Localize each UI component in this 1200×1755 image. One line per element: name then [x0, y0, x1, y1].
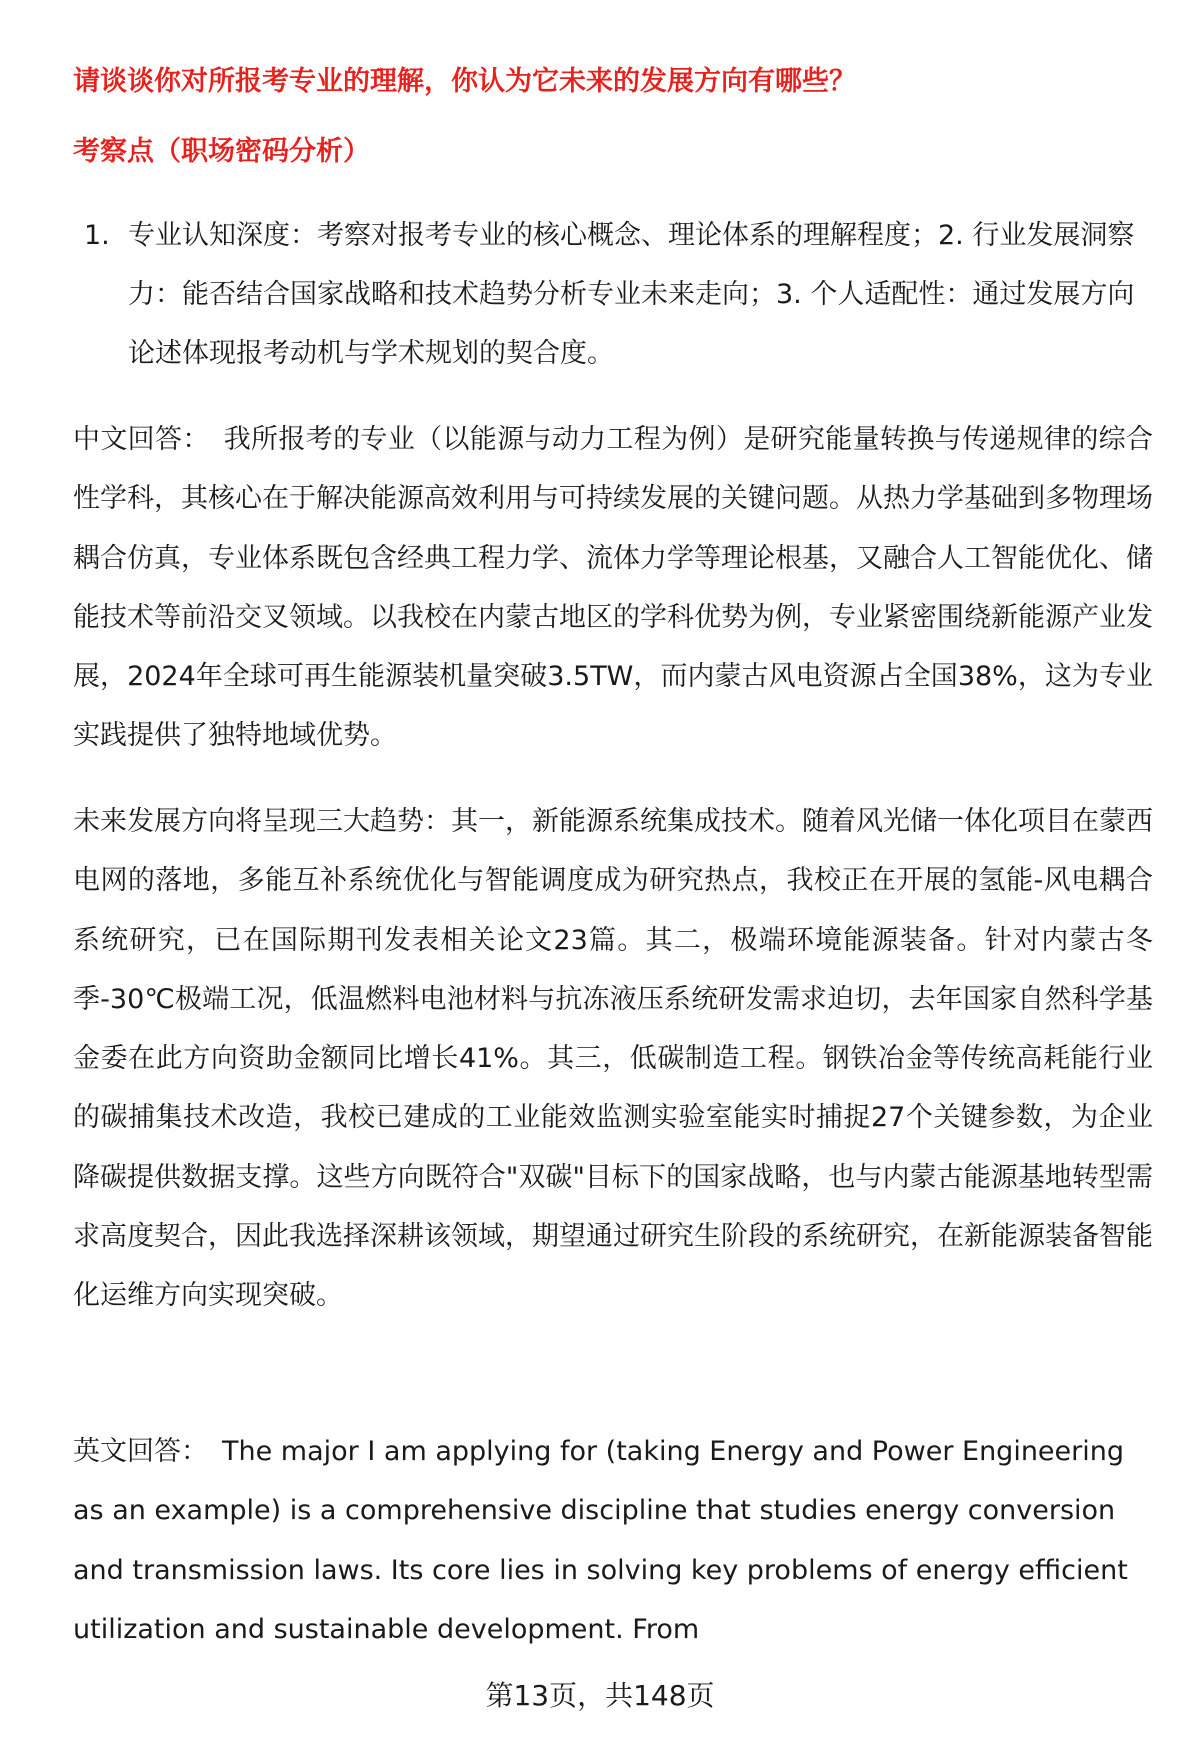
- english-answer-paragraph: [73, 1422, 1153, 1659]
- exam-points-text: 专业认知深度：考察对报考专业的核心概念、理论体系的理解程度；2. 行业发展洞察力：能否结合国家战略和技术趋势分析专业未来走向；3. 个人适配性：通过发展方向论述体现报考动机与学术规划的契合度。: [128, 220, 1135, 369]
- chinese-answer-paragraph: [73, 410, 1153, 766]
- future-directions-paragraph: 未来发展方向将呈现三大趋势：其一，新能源系统集成技术。随着风光储一体化项目在蒙西电网的落地，多能互补系统优化与智能调度成为研究热点，我校正在开展的氢能-风电耦合系统研究，已在国际期刊发表相关论文23篇。其二，极端环境能源装备。针对内蒙古冬季-30℃极端工况，低温燃料电池材料与抗冻液压系统研发需求迫切，去年国家自然科学基金委在此方向资助金额同比增长41%。其三，低碳制造工程。钢铁冶金等传统高耗能行业的碳捕集技术改造，我校已建成的工业能效监测实验室能实时捕捉27个关键参数，为企业降碳提供数据支撑。这些方向既符合"双碳"目标下的国家战略，也与内蒙古能源基地转型需求高度契合，因此我选择深耕该领域，期望通过研究生阶段的系统研究，在新能源装备智能化运维方向实现突破。: [73, 806, 1153, 1312]
- exam-points-item: [84, 206, 1154, 383]
- exam-points-list: [84, 206, 1154, 383]
- page-footer: 第13页，共148页: [485, 1679, 715, 1712]
- chinese-answer-label: 中文回答：: [73, 424, 210, 455]
- english-answer-label: 英文回答：: [73, 1436, 208, 1467]
- english-answer-text: The major I am applying for (taking Energy and Power Engineering as an example) is a comprehensive discipline that studies energy conversion and transmission laws. Its core lies in solving key problems of energy efficient utilization and sustainable development. From: [73, 1436, 1128, 1645]
- chinese-answer-text: 我所报考的专业（以能源与动力工程为例）是研究能量转换与传递规律的综合性学科，其核心在于解决能源高效利用与可持续发展的关键问题。从热力学基础到多物理场耦合仿真，专业体系既包含经典工程力学、流体力学等理论根基，又融合人工智能优化、储能技术等前沿交叉领域。以我校在内蒙古地区的学科优势为例，专业紧密围绕新能源产业发展，2024年全球可再生能源装机量突破3.5TW，而内蒙古风电资源占全国38%，这为专业实践提供了独特地域优势。: [73, 424, 1154, 752]
- list-number: 1.: [84, 220, 110, 251]
- exam-points-heading: 考察点（职场密码分析）: [73, 136, 370, 167]
- question-title: 请谈谈你对所报考专业的理解，你认为它未来的发展方向有哪些？: [73, 66, 856, 97]
